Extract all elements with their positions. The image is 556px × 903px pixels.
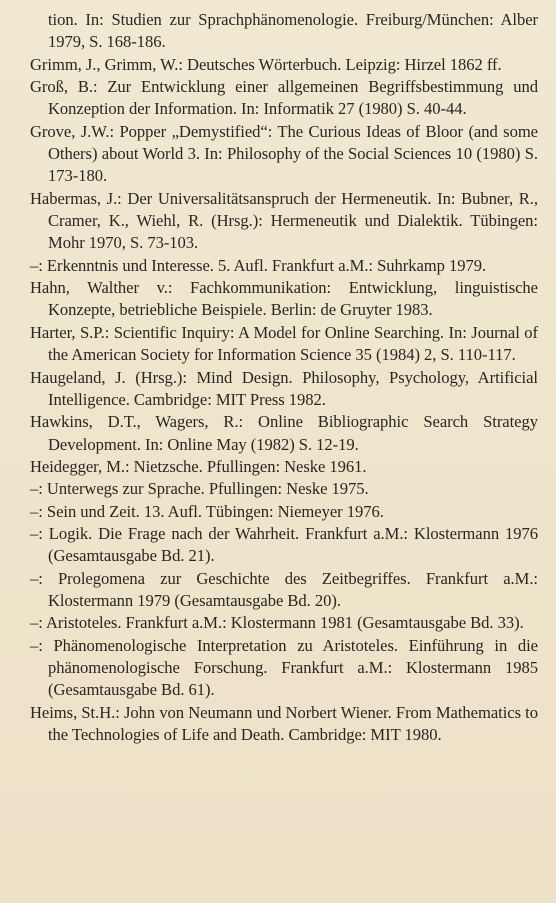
bibliography-entry: Grimm, J., Grimm, W.: Deutsches Wörterbuch. Leipzig: Hirzel 1862 ff. xyxy=(30,54,502,74)
bibliography-entry: –: Aristoteles. Frankfurt a.M.: Klostermann 1981 (Gesamtausgabe Bd. 33). xyxy=(30,613,524,633)
bibliography-entry: Heims, St.H.: John von Neumann und Norbert Wiener. From Mathematics to the Technologies of Life and Death. Cambridge: MIT 1980. xyxy=(30,702,538,744)
bibliography-entry: –: Unterwegs zur Sprache. Pfullingen: Neske 1975. xyxy=(30,479,369,499)
bibliography-entry: –: Erkenntnis und Interesse. 5. Aufl. Frankfurt a.M.: Suhrkamp 1979. xyxy=(30,255,487,275)
bibliography-entry: Grove, J.W.: Popper „Demystified“: The Curious Ideas of Bloor (and some Others) about World 3. In: Philosophy of the Social Sciences 10 (1980) S. 173-180. xyxy=(30,121,538,186)
bibliography-entry: –: Sein und Zeit. 13. Aufl. Tübingen: Niemeyer 1976. xyxy=(30,501,384,521)
bibliography-entry: Haugeland, J. (Hrsg.): Mind Design. Philosophy, Psychology, Artificial Intelligence. Cambridge: MIT Press 1982. xyxy=(30,367,538,409)
bibliography-entry: –: Phänomenologische Interpretation zu Aristoteles. Einführung in die phänomenologische Forschung. Frankfurt a.M.: Klostermann 1985 (Gesamtausgabe Bd. 61). xyxy=(30,635,538,700)
bibliography-entry: Hawkins, D.T., Wagers, R.: Online Bibliographic Search Strategy Development. In: Online May (1982) S. 12-19. xyxy=(30,412,538,454)
bibliography-entry: –: Logik. Die Frage nach der Wahrheit. Frankfurt a.M.: Klostermann 1976 (Gesamtausgabe Bd. 21). xyxy=(30,523,538,566)
bibliography-entry: Hahn, Walther v.: Fachkommunikation: Entwicklung, linguistische Konzepte, betriebliche Beispiele. Berlin: de Gruyter 1983. xyxy=(30,278,538,320)
bibliography-entry: Heidegger, M.: Nietzsche. Pfullingen: Neske 1961. xyxy=(30,456,367,476)
bibliography-entry: Harter, S.P.: Scientific Inquiry: A Model for Online Searching. In: Journal of the American Society for Information Science 35 (1984) 2, S. 110-117. xyxy=(30,322,538,365)
bibliography-entry-continued: tion. In: Studien zur Sprachphänomenologie. Freiburg/München: Alber 1979, S. 168-186. xyxy=(48,10,538,52)
bibliography-entry: Habermas, J.: Der Universalitätsanspruch der Hermeneutik. In: Bubner, R., Cramer, K., Wiehl, R. (Hrsg.): Hermeneutik und Dialektik. Tübingen: Mohr 1970, S. 73-103. xyxy=(30,188,538,253)
bibliography-entry: –: Prolegomena zur Geschichte des Zeitbegriffes. Frankfurt a.M.: Klostermann 1979 (Gesamtausgabe Bd. 20). xyxy=(30,568,538,610)
bibliography-list xyxy=(30,9,538,746)
bibliography-entry: Groß, B.: Zur Entwicklung einer allgemeinen Begriffsbestimmung und Konzeption der Information. In: Informatik 27 (1980) S. 40-44. xyxy=(30,77,538,119)
